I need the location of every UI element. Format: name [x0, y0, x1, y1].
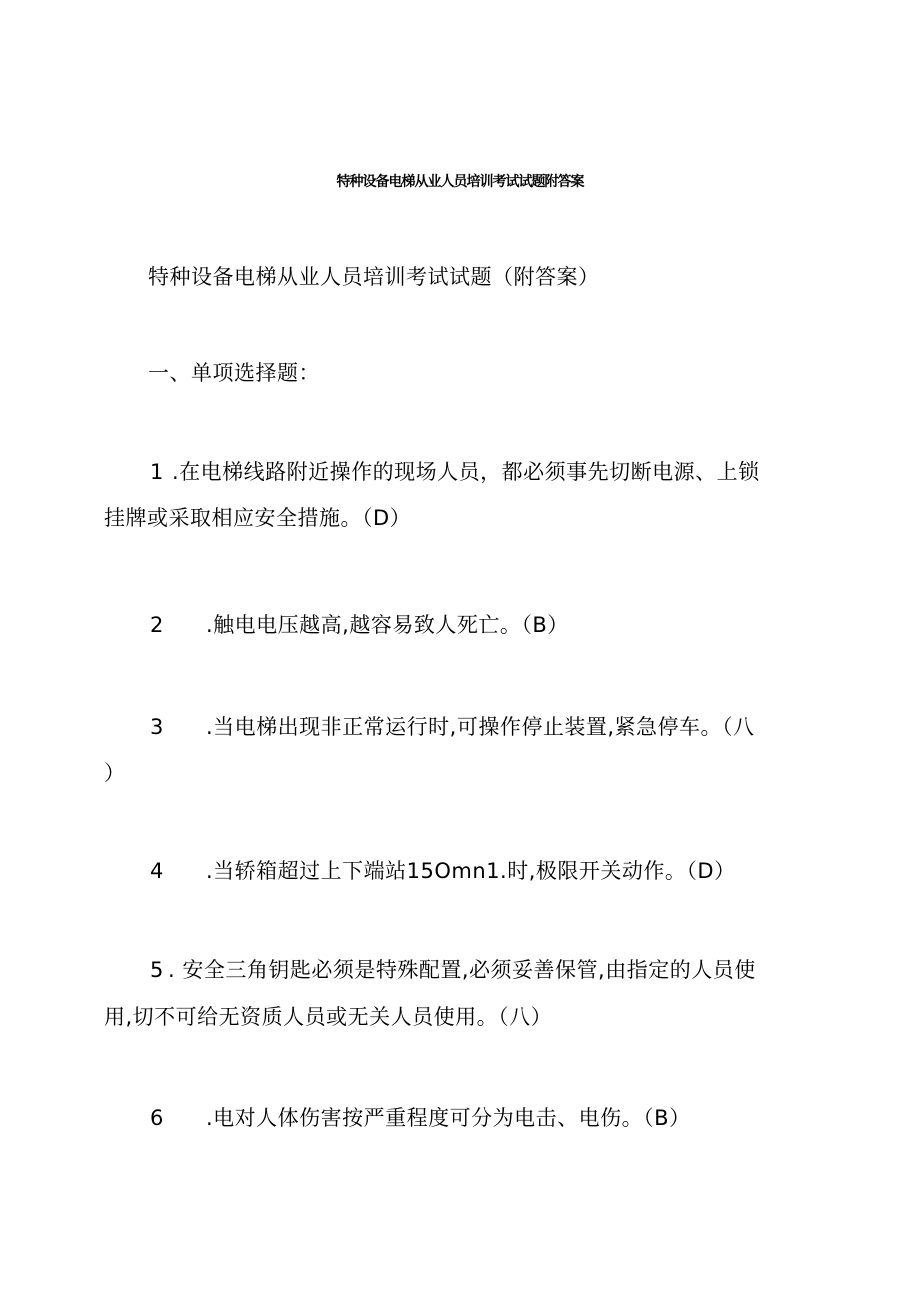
- question-number: 5: [150, 958, 164, 982]
- question-text: .在电梯线路附近操作的现场人员，都必须事先切断电源、上锁: [172, 460, 760, 484]
- question-2: [150, 610, 569, 640]
- question-3-line-1: [150, 712, 755, 742]
- question-text: . 安全三角钥匙必须是特殊配置,必须妥善保管,由指定的人员使: [168, 958, 756, 982]
- question-number: 4: [150, 859, 164, 883]
- document-title: 特种设备电梯从业人员培训考试试题附答案: [336, 174, 584, 190]
- question-text: .当电梯出现非正常运行时,可操作停止装置,紧急停车。（八: [206, 715, 755, 739]
- question-1-line-2: 挂牌或采取相应安全措施。（D）: [104, 506, 412, 530]
- question-number: 1: [150, 460, 164, 484]
- question-1-line-1: [150, 457, 760, 487]
- question-3-line-2: ）: [104, 761, 126, 785]
- question-4: [150, 856, 736, 886]
- question-6: [150, 1103, 691, 1133]
- question-5-line-2: 用,切不可给无资质人员或无关人员使用。（八）: [104, 1005, 553, 1029]
- section-heading: 一、单项选择题：: [148, 361, 320, 385]
- question-text: .触电电压越高,越容易致人死亡。（B）: [206, 613, 569, 637]
- question-text: .当轿箱超过上下端站15Omn1.时,极限开关动作。（D）: [206, 859, 736, 883]
- document-subtitle: 特种设备电梯从业人员培训考试试题（附答案）: [148, 265, 600, 289]
- question-text: .电对人体伤害按严重程度可分为电击、电伤。（B）: [206, 1106, 691, 1130]
- question-number: 2: [150, 613, 164, 637]
- question-5-line-1: [150, 955, 756, 985]
- question-number: 6: [150, 1106, 164, 1130]
- question-number: 3: [150, 715, 164, 739]
